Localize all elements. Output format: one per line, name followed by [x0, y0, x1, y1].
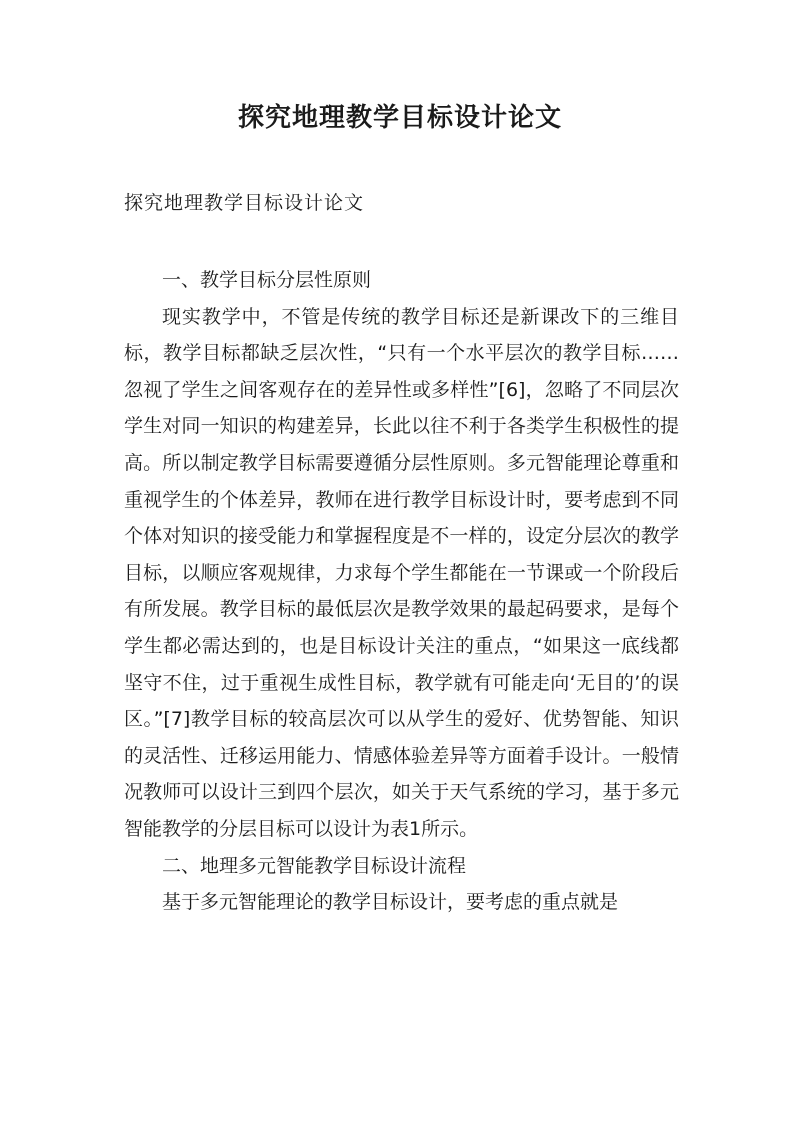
section-heading-1: 一、教学目标分层性原则 [162, 269, 372, 291]
document-body [124, 262, 679, 921]
body-paragraph-2: 基于多元智能理论的教学目标设计，要考虑的重点就是 [162, 891, 619, 914]
document-subtitle: 探究地理教学目标设计论文 [124, 192, 365, 214]
section-heading-2: 二、地理多元智能教学目标设计流程 [162, 854, 467, 877]
body-paragraph-1: 现实教学中，不管是传统的教学目标还是新课改下的三维目标，教学目标都缺乏层次性，“只有一个水平层次的教学目标……忽视了学生之间客观存在的差异性或多样性”[6]，忽略了不同层次学生对同一知识的构建差异，长此以往不利于各类学生积极性的提高。所以制定教学目标需要遵循分层性原则。多元智能理论尊重和重视学生的个体差异，教师在进行教学目标设计时，要考虑到不同个体对知识的接受能力和掌握程度是不一样的，设定分层次的教学目标，以顺应客观规律，力求每个学生都能在一节课或一个阶段后有所发展。教学目标的最低层次是教学效果的最起码要求，是每个学生都必需达到的，也是目标设计关注的重点，“如果这一底线都坚守不住，过于重视生成性目标，教学就有可能走向‘无目的’的误区。”[7]教学目标的较高层次可以从学生的爱好、优势智能、知识的灵活性、迁移运用能力、情感体验差异等方面着手设计。一般情况教师可以设计三到四个层次，如关于天气系统的学习，基于多元智能教学的分层目标可以设计为表1所示。 [124, 305, 679, 840]
document-title: 探究地理教学目标设计论文 [237, 103, 562, 133]
